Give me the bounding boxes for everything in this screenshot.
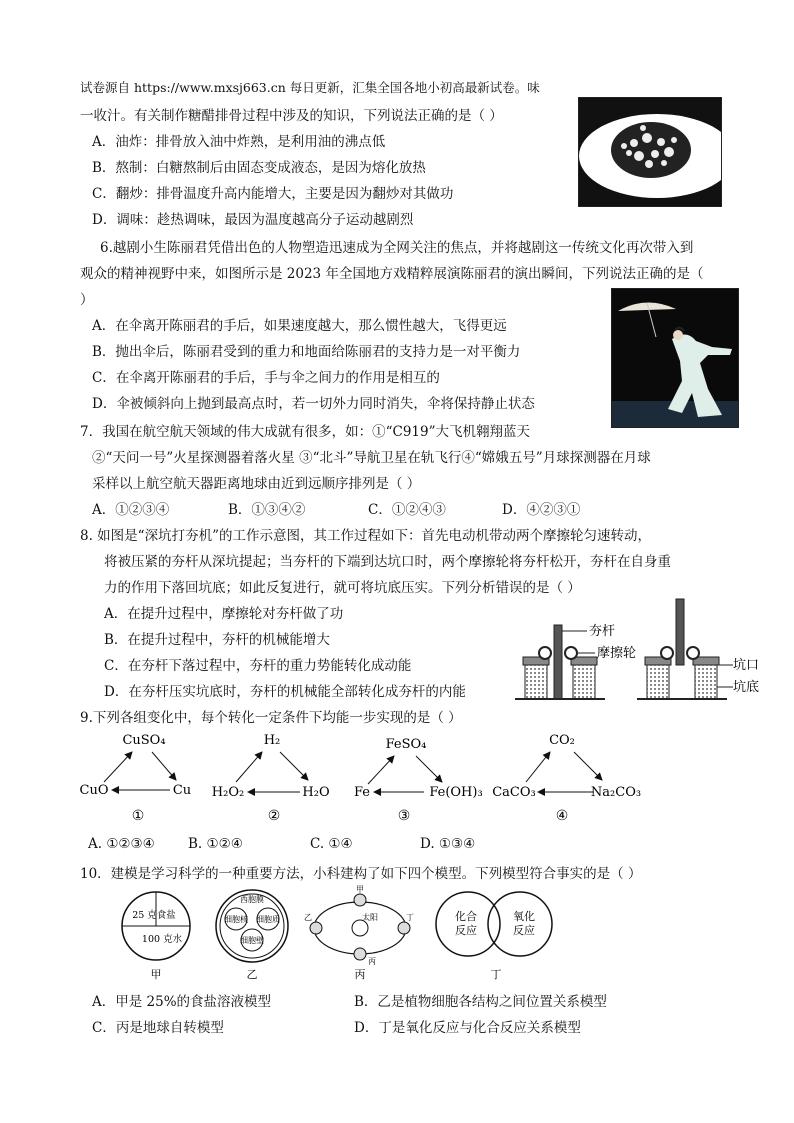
svg-text:H₂O₂: H₂O₂: [211, 785, 245, 800]
svg-text:③: ③: [397, 808, 411, 824]
svg-text:FeSO₄: FeSO₄: [385, 737, 427, 752]
label-mouth: 坑口: [733, 658, 760, 673]
source-line: 试卷源自 https://www.mxsj663.cn 每日更新，汇集全国各地小初高最新试卷。味: [80, 80, 540, 95]
model-ding: [436, 892, 552, 981]
q8-option-b: B．在提升过程中，夯杆的机械能增大: [104, 632, 330, 648]
ribs-photo: [578, 97, 722, 207]
q8-option-d: D．在夯杆压实坑底时，夯杆的机械能全部转化成夯杆的内能: [104, 684, 466, 700]
conversion-group-4: [492, 733, 641, 824]
svg-text:丁: 丁: [406, 913, 414, 922]
svg-text:100 克水: 100 克水: [141, 934, 183, 945]
q6-stem-line1: 6.越剧小生陈丽君凭借出色的人物塑造迅速成为全网关注的焦点，并将越剧这一传统文化再次带入到: [100, 240, 694, 256]
q5-option-d: D．调味：趁热调味，最因为温度越高分子运动越剧烈: [92, 212, 414, 228]
q10-stem: 10．建模是学习科学的一种重要方法，小科建构了如下四个模型。下列模型符合事实的是（ ）: [80, 866, 642, 882]
q6-option-c: C．在伞离开陈丽君的手后，手与伞之间力的作用是相互的: [92, 370, 440, 386]
svg-text:细胞壁: 细胞壁: [240, 936, 264, 945]
label-bottom: 坑底: [733, 680, 760, 695]
svg-text:丙: 丙: [354, 968, 366, 981]
q7-stem-line3: 采样以上航空航天器距离地球由近到远顺序排列是（ ）: [92, 476, 421, 492]
svg-text:乙: 乙: [304, 913, 312, 922]
svg-text:氧化: 氧化: [513, 910, 535, 923]
q6-stem-line3: ）: [80, 292, 94, 308]
svg-text:CaCO₃: CaCO₃: [492, 785, 536, 800]
svg-text:CuO: CuO: [79, 783, 109, 798]
svg-text:丁: 丁: [490, 968, 502, 981]
svg-text:④: ④: [555, 808, 569, 824]
q5-option-a: A．油炸：排骨放入油中炸熟，是利用油的沸点低: [92, 134, 386, 150]
svg-text:①: ①: [131, 808, 145, 824]
q8-stem-line2: 将被压紧的夯杆从深坑提起；当夯杆的下端到达坑口时，两个摩擦轮将夯杆松开，夯杆在自身重: [104, 554, 671, 570]
q7-option-c: C．①②④③: [368, 502, 446, 518]
q7-stem-line1: 7．我国在航空航天领域的伟大成就有很多，如：①“C919”大飞机翱翔蓝天: [80, 424, 530, 440]
model-jia: [122, 892, 190, 981]
q7-stem-line2: ②“天问一号”火星探测器着落火星 ③“北斗”导航卫星在轨飞行④“嫦娥五号”月球探测器在月球: [92, 450, 651, 466]
q9-option-a: A. ①②③④: [88, 836, 155, 852]
svg-text:H₂O: H₂O: [302, 785, 330, 800]
svg-text:反应: 反应: [455, 924, 477, 937]
svg-text:丙: 丙: [368, 957, 376, 966]
conversion-group-3: [354, 737, 483, 824]
q10-option-a: A．甲是 25%的食盐溶液模型: [92, 994, 272, 1010]
q9-option-c: C. ①④: [310, 836, 353, 852]
machine-right: [637, 599, 733, 699]
model-yi: [216, 890, 288, 981]
svg-text:Fe(OH)₃: Fe(OH)₃: [429, 785, 483, 800]
svg-text:西胞膜: 西胞膜: [240, 895, 264, 904]
svg-text:化合: 化合: [455, 910, 477, 923]
svg-text:Cu: Cu: [172, 783, 192, 798]
conversion-diagrams: [76, 728, 676, 828]
q7-option-d: D．④②③①: [502, 502, 581, 518]
svg-text:乙: 乙: [246, 968, 258, 981]
svg-text:CO₂: CO₂: [549, 733, 575, 748]
label-wheel: 摩擦轮: [597, 646, 637, 661]
svg-text:细胞质: 细胞质: [256, 915, 280, 924]
q8-stem-line1: 8. 如图是“深坑打夯机”的工作示意图，其工作过程如下：首先电动机带动两个摩擦轮匀速转动，: [80, 528, 651, 544]
q10-models-diagram: [110, 884, 570, 984]
model-bing: [304, 885, 414, 981]
q9-option-b: B. ①②④: [188, 836, 243, 852]
q7-option-b: B．①③④②: [228, 502, 306, 518]
q9-option-d: D. ①③④: [420, 836, 476, 852]
q5-option-b: B．熬制：白糖熬制后由固态变成液态，是因为熔化放热: [92, 160, 426, 176]
q5-option-c: C．翻炒：排骨温度升高内能增大，主要是因为翻炒对其做功: [92, 186, 454, 202]
svg-text:反应: 反应: [513, 924, 535, 937]
q6-option-a: A．在伞离开陈丽君的手后，如果速度越大，那么惯性越大，飞得更远: [92, 318, 507, 334]
q7-option-a: A．①②③④: [92, 502, 170, 518]
svg-text:25 克食盐: 25 克食盐: [132, 910, 176, 921]
svg-text:Fe: Fe: [353, 785, 371, 800]
svg-text:②: ②: [267, 808, 281, 824]
svg-text:太阳: 太阳: [362, 913, 378, 922]
svg-text:CuSO₄: CuSO₄: [122, 733, 166, 748]
svg-text:细胞核: 细胞核: [224, 915, 248, 924]
q8-stem-line3: 力的作用下落回坑底；如此反复进行，就可将坑底压实。下列分析错误的是（ ）: [104, 580, 581, 596]
svg-text:甲: 甲: [150, 968, 162, 981]
q6-stem-line2: 观众的精神视野中来，如图所示是 2023 年全国地方戏精粹展演陈丽君的演出瞬间，下列说法正确的是（: [80, 266, 704, 282]
q8-option-c: C．在夯杆下落过程中，夯杆的重力势能转化成动能: [104, 658, 412, 674]
q6-option-d: D．伞被倾斜向上抛到最高点时，若一切外力同时消失，伞将保持静止状态: [92, 396, 535, 412]
q6-option-b: B．抛出伞后，陈丽君受到的重力和地面给陈丽君的支持力是一对平衡力: [92, 344, 521, 360]
q10-option-b: B．乙是植物细胞各结构之间位置关系模型: [354, 994, 607, 1010]
q10-option-c: C．丙是地球自转模型: [92, 1020, 224, 1036]
conversion-group-2: [212, 733, 330, 824]
performer-photo: [611, 288, 739, 428]
conversion-group-1: [80, 733, 192, 824]
q9-stem: 9.下列各组变化中，每个转化一定条件下均能一步实现的是（ ）: [80, 710, 462, 726]
q8-option-a: A．在提升过程中，摩擦轮对夯杆做了功: [104, 606, 344, 622]
svg-text:H₂: H₂: [263, 733, 281, 748]
tamping-machine-diagram: [505, 595, 775, 705]
svg-text:甲: 甲: [356, 885, 364, 894]
label-rod: 夯杆: [589, 624, 616, 639]
q10-option-d: D．丁是氧化反应与化合反应关系模型: [354, 1020, 581, 1036]
svg-text:Na₂CO₃: Na₂CO₃: [590, 785, 642, 800]
q5-stem: 一收汁。有关制作糖醋排骨过程中涉及的知识，下列说法正确的是（ ）: [80, 108, 503, 124]
